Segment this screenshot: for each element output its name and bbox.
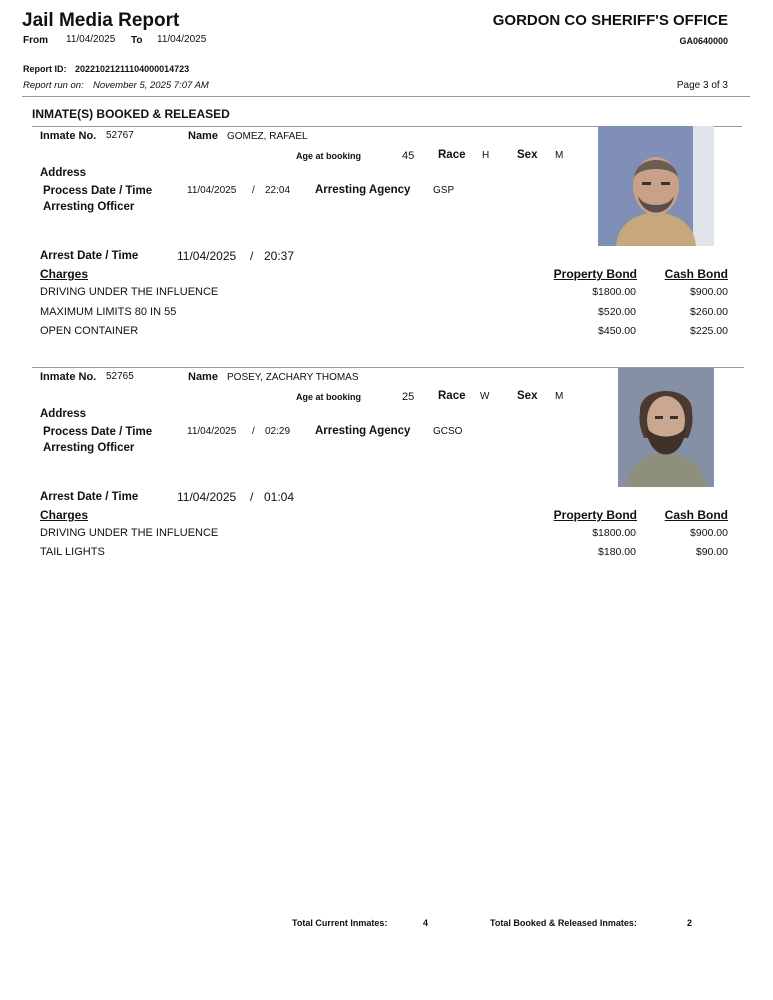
name-label: Name	[188, 130, 218, 142]
inmate-no: 52765	[106, 371, 134, 382]
inmate-no-label: Inmate No.	[40, 130, 97, 142]
process-date: 11/04/2025	[187, 426, 237, 437]
sex-label: Sex	[517, 149, 538, 161]
inmate-no-label: Inmate No.	[40, 371, 97, 383]
race-value: H	[482, 150, 490, 161]
charges-header: Charges	[40, 508, 89, 522]
cash-bond-amount: $900.00	[690, 527, 728, 539]
address-label: Address	[40, 408, 87, 420]
mugshot-photo	[618, 368, 714, 487]
property-bond-header: Property Bond	[553, 508, 637, 522]
report-id: 20221021211104000014723	[75, 64, 190, 74]
date-time-separator: /	[252, 185, 255, 196]
inmate-no: 52767	[106, 130, 134, 141]
cash-bond-amount: $900.00	[690, 286, 728, 298]
date-time-separator: /	[250, 490, 254, 504]
race-label: Race	[438, 390, 466, 402]
cash-bond-amount: $225.00	[690, 325, 728, 337]
arresting-agency-label: Arresting Agency	[315, 425, 411, 437]
process-date-label: Process Date / Time	[43, 426, 153, 438]
sex-value: M	[555, 391, 564, 402]
date-time-separator: /	[250, 249, 254, 263]
charge-description: DRIVING UNDER THE INFLUENCE	[40, 286, 219, 298]
section-title: INMATE(S) BOOKED & RELEASED	[32, 107, 230, 121]
to-date: 11/04/2025	[157, 34, 207, 45]
run-on-value: November 5, 2025 7:07 AM	[93, 80, 209, 91]
arresting-officer-label: Arresting Officer	[43, 442, 135, 454]
property-bond-header: Property Bond	[553, 267, 637, 281]
page-number: Page 3 of 3	[676, 80, 728, 91]
race-label: Race	[438, 149, 466, 161]
arrest-time: 01:04	[264, 490, 295, 504]
total-booked-released-label: Total Booked & Released Inmates:	[490, 918, 637, 928]
arresting-agency: GCSO	[433, 426, 463, 437]
from-date: 11/04/2025	[66, 34, 116, 45]
process-time: 22:04	[265, 185, 291, 196]
total-current-label: Total Current Inmates:	[292, 918, 388, 928]
cash-bond-header: Cash Bond	[664, 508, 728, 522]
total-current-value: 4	[423, 918, 429, 928]
arrest-date: 11/04/2025	[177, 249, 237, 263]
name-label: Name	[188, 371, 218, 383]
process-time: 02:29	[265, 426, 291, 437]
inmate-name: GOMEZ, RAFAEL	[227, 131, 308, 142]
charges-header: Charges	[40, 267, 89, 281]
age-value: 25	[402, 391, 415, 403]
ori-code: GA0640000	[679, 36, 728, 46]
charge-description: MAXIMUM LIMITS 80 IN 55	[40, 306, 177, 318]
address-label: Address	[40, 167, 87, 179]
header-divider	[22, 96, 750, 97]
mugshot-image	[618, 368, 714, 487]
age-value: 45	[402, 150, 415, 162]
agency-name: GORDON CO SHERIFF'S OFFICE	[492, 12, 728, 29]
date-time-separator: /	[252, 426, 255, 437]
run-on-label: Report run on:	[23, 80, 84, 91]
arrest-date-label: Arrest Date / Time	[40, 250, 139, 262]
charge-description: OPEN CONTAINER	[40, 325, 139, 337]
arresting-officer-label: Arresting Officer	[43, 201, 135, 213]
inmate-name: POSEY, ZACHARY THOMAS	[227, 372, 359, 383]
arresting-agency: GSP	[433, 185, 455, 196]
property-bond-amount: $1800.00	[592, 286, 636, 298]
cash-bond-amount: $90.00	[695, 546, 728, 558]
race-value: W	[480, 391, 490, 402]
report-title: Jail Media Report	[22, 10, 180, 31]
arrest-time: 20:37	[264, 249, 295, 263]
to-label: To	[131, 35, 143, 46]
cash-bond-header: Cash Bond	[664, 267, 728, 281]
arresting-agency-label: Arresting Agency	[315, 184, 411, 196]
mugshot-image	[598, 126, 714, 246]
report-id-label: Report ID:	[23, 64, 67, 74]
arrest-date: 11/04/2025	[177, 490, 237, 504]
charge-description: TAIL LIGHTS	[40, 546, 105, 558]
process-date: 11/04/2025	[187, 185, 237, 196]
sex-label: Sex	[517, 390, 538, 402]
from-label: From	[23, 35, 48, 46]
property-bond-amount: $180.00	[598, 546, 636, 558]
age-label: Age at booking	[296, 151, 361, 161]
property-bond-amount: $1800.00	[592, 527, 636, 539]
cash-bond-amount: $260.00	[690, 306, 728, 318]
sex-value: M	[555, 150, 564, 161]
property-bond-amount: $450.00	[598, 325, 636, 337]
process-date-label: Process Date / Time	[43, 185, 153, 197]
property-bond-amount: $520.00	[598, 306, 636, 318]
mugshot-photo	[598, 126, 714, 246]
age-label: Age at booking	[296, 392, 361, 402]
charge-description: DRIVING UNDER THE INFLUENCE	[40, 527, 219, 539]
arrest-date-label: Arrest Date / Time	[40, 491, 139, 503]
total-booked-released-value: 2	[687, 918, 693, 928]
